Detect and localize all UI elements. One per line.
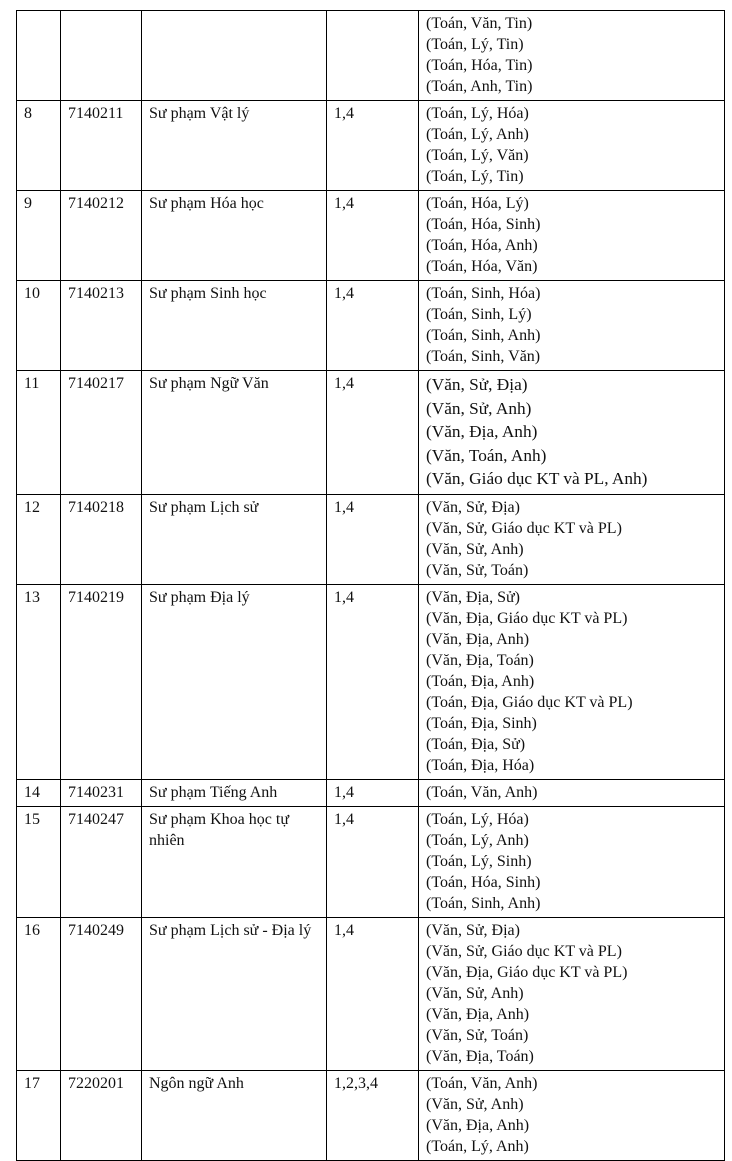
subject-combination: (Toán, Văn, Tin) xyxy=(426,15,533,32)
subject-combination: (Văn, Toán, Anh) xyxy=(426,445,547,465)
subject-combination: (Văn, Địa, Toán) xyxy=(426,1047,534,1065)
subject-combination: (Văn, Địa, Giáo dục KT và PL) xyxy=(426,963,628,981)
cell-code: 7140212 xyxy=(61,191,142,281)
subject-combination: (Văn, Sử, Toán) xyxy=(426,561,529,579)
cell-method: 1,2,3,4 xyxy=(327,1070,419,1160)
cell-name: Sư phạm Vật lý xyxy=(142,101,327,191)
cell-code: 7220201 xyxy=(61,1070,142,1160)
subject-combination: (Văn, Giáo dục KT và PL, Anh) xyxy=(426,469,648,488)
cell-stt: 17 xyxy=(17,1070,61,1160)
subject-combination: (Văn, Địa, Anh) xyxy=(426,630,530,648)
cell-name: Sư phạm Sinh học xyxy=(142,281,327,371)
cell-stt: 16 xyxy=(17,917,61,1070)
subject-combination: (Toán, Hóa, Lý) xyxy=(426,195,529,212)
subject-combination: (Toán, Sinh, Hóa) xyxy=(426,285,541,302)
cell-combinations xyxy=(419,584,725,779)
cell-combinations xyxy=(419,371,725,495)
subject-combination: (Văn, Sử, Giáo dục KT và PL) xyxy=(426,942,622,960)
cell-name: Sư phạm Ngữ Văn xyxy=(142,371,327,495)
cell-stt: 8 xyxy=(17,101,61,191)
cell-name: Ngôn ngữ Anh xyxy=(142,1070,327,1160)
cell-name: Sư phạm Địa lý xyxy=(142,584,327,779)
subject-combination: (Văn, Địa, Sử) xyxy=(426,588,520,606)
cell-combinations xyxy=(419,494,725,584)
table-row xyxy=(17,1070,725,1160)
table-row xyxy=(17,11,725,101)
cell-name: Sư phạm Hóa học xyxy=(142,191,327,281)
cell-stt: 13 xyxy=(17,584,61,779)
cell-method: 1,4 xyxy=(327,917,419,1070)
cell-code: 7140211 xyxy=(61,101,142,191)
cell-method: 1,4 xyxy=(327,779,419,806)
subject-combination: (Văn, Sử, Toán) xyxy=(426,1026,529,1044)
subject-combination: (Toán, Lý, Tin) xyxy=(426,36,524,53)
subject-combination: (Toán, Hóa, Văn) xyxy=(426,258,538,275)
cell-method: 1,4 xyxy=(327,584,419,779)
cell-code: 7140217 xyxy=(61,371,142,495)
cell-code: 7140247 xyxy=(61,806,142,917)
cell-method: 1,4 xyxy=(327,281,419,371)
cell-stt: 9 xyxy=(17,191,61,281)
subject-combination: (Văn, Sử, Anh) xyxy=(426,540,524,558)
subject-combination: (Toán, Địa, Anh) xyxy=(426,672,535,690)
subject-combination: (Văn, Sử, Địa) xyxy=(426,375,528,394)
subject-combination: (Văn, Địa, Giáo dục KT và PL) xyxy=(426,609,628,627)
cell-combinations xyxy=(419,806,725,917)
cell-code: 7140249 xyxy=(61,917,142,1070)
cell-method: 1,4 xyxy=(327,806,419,917)
cell-stt: 15 xyxy=(17,806,61,917)
cell-stt: 11 xyxy=(17,371,61,495)
cell-name: Sư phạm Lịch sử - Địa lý xyxy=(142,917,327,1070)
table-body xyxy=(17,11,725,1161)
cell-name: Sư phạm Khoa học tự nhiên xyxy=(142,806,327,917)
table-row xyxy=(17,917,725,1070)
subject-combination: (Văn, Sử, Anh) xyxy=(426,984,524,1002)
cell-combinations xyxy=(419,281,725,371)
table-row xyxy=(17,494,725,584)
cell-method xyxy=(327,11,419,101)
subject-combination: (Toán, Địa, Giáo dục KT và PL) xyxy=(426,693,633,711)
subject-combination: (Văn, Địa, Toán) xyxy=(426,651,534,669)
subject-combination: (Văn, Sử, Giáo dục KT và PL) xyxy=(426,519,622,537)
subject-combination: (Toán, Anh, Tin) xyxy=(426,78,533,95)
admission-table xyxy=(16,10,725,1161)
table-row xyxy=(17,584,725,779)
subject-combination: (Toán, Lý, Văn) xyxy=(426,147,529,164)
cell-name: Sư phạm Lịch sử xyxy=(142,494,327,584)
subject-combination: (Toán, Văn, Anh) xyxy=(426,1074,538,1092)
subject-combination: (Toán, Sinh, Anh) xyxy=(426,327,541,344)
subject-combination: (Toán, Lý, Hóa) xyxy=(426,105,529,122)
subject-combination: (Toán, Hóa, Sinh) xyxy=(426,873,541,891)
subject-combination: (Toán, Lý, Tin) xyxy=(426,168,524,185)
table-row xyxy=(17,281,725,371)
subject-combination: (Toán, Lý, Anh) xyxy=(426,831,529,849)
subject-combination: (Văn, Sử, Địa) xyxy=(426,921,520,939)
subject-combination: (Toán, Sinh, Anh) xyxy=(426,894,541,912)
cell-method: 1,4 xyxy=(327,494,419,584)
subject-combination: (Toán, Hóa, Anh) xyxy=(426,237,538,254)
table-row xyxy=(17,779,725,806)
cell-code: 7140231 xyxy=(61,779,142,806)
subject-combination: (Toán, Địa, Sinh) xyxy=(426,714,537,732)
cell-stt: 14 xyxy=(17,779,61,806)
subject-combination: (Văn, Sử, Anh) xyxy=(426,1095,524,1113)
cell-code: 7140218 xyxy=(61,494,142,584)
cell-combinations xyxy=(419,1070,725,1160)
cell-stt: 12 xyxy=(17,494,61,584)
subject-combination: (Văn, Sử, Địa) xyxy=(426,498,520,516)
cell-stt: 10 xyxy=(17,281,61,371)
cell-code xyxy=(61,11,142,101)
cell-combinations xyxy=(419,11,725,101)
subject-combination: (Toán, Lý, Anh) xyxy=(426,126,529,143)
subject-combination: (Văn, Địa, Anh) xyxy=(426,422,538,441)
cell-combinations xyxy=(419,191,725,281)
cell-combinations xyxy=(419,917,725,1070)
subject-combination: (Toán, Sinh, Lý) xyxy=(426,306,532,323)
table-row xyxy=(17,806,725,917)
cell-method: 1,4 xyxy=(327,101,419,191)
subject-combination: (Toán, Lý, Hóa) xyxy=(426,810,529,828)
cell-code: 7140219 xyxy=(61,584,142,779)
subject-combination: (Văn, Sử, Anh) xyxy=(426,398,532,418)
subject-combination: (Văn, Địa, Anh) xyxy=(426,1005,530,1023)
cell-combinations xyxy=(419,779,725,806)
cell-stt xyxy=(17,11,61,101)
cell-name: Sư phạm Tiếng Anh xyxy=(142,779,327,806)
subject-combination: (Văn, Địa, Anh) xyxy=(426,1116,530,1134)
subject-combination: (Toán, Lý, Anh) xyxy=(426,1137,529,1155)
cell-method: 1,4 xyxy=(327,191,419,281)
subject-combination: (Toán, Sinh, Văn) xyxy=(426,348,541,365)
subject-combination: (Toán, Hóa, Sinh) xyxy=(426,216,541,233)
subject-combination: (Toán, Địa, Hóa) xyxy=(426,756,535,774)
cell-code: 7140213 xyxy=(61,281,142,371)
cell-method: 1,4 xyxy=(327,371,419,495)
table-row xyxy=(17,371,725,495)
table-row xyxy=(17,191,725,281)
subject-combination: (Toán, Địa, Sử) xyxy=(426,735,526,753)
cell-combinations xyxy=(419,101,725,191)
table-row xyxy=(17,101,725,191)
subject-combination: (Toán, Hóa, Tin) xyxy=(426,57,533,74)
subject-combination: (Toán, Lý, Sinh) xyxy=(426,852,532,870)
cell-name xyxy=(142,11,327,101)
subject-combination: (Toán, Văn, Anh) xyxy=(426,783,538,801)
